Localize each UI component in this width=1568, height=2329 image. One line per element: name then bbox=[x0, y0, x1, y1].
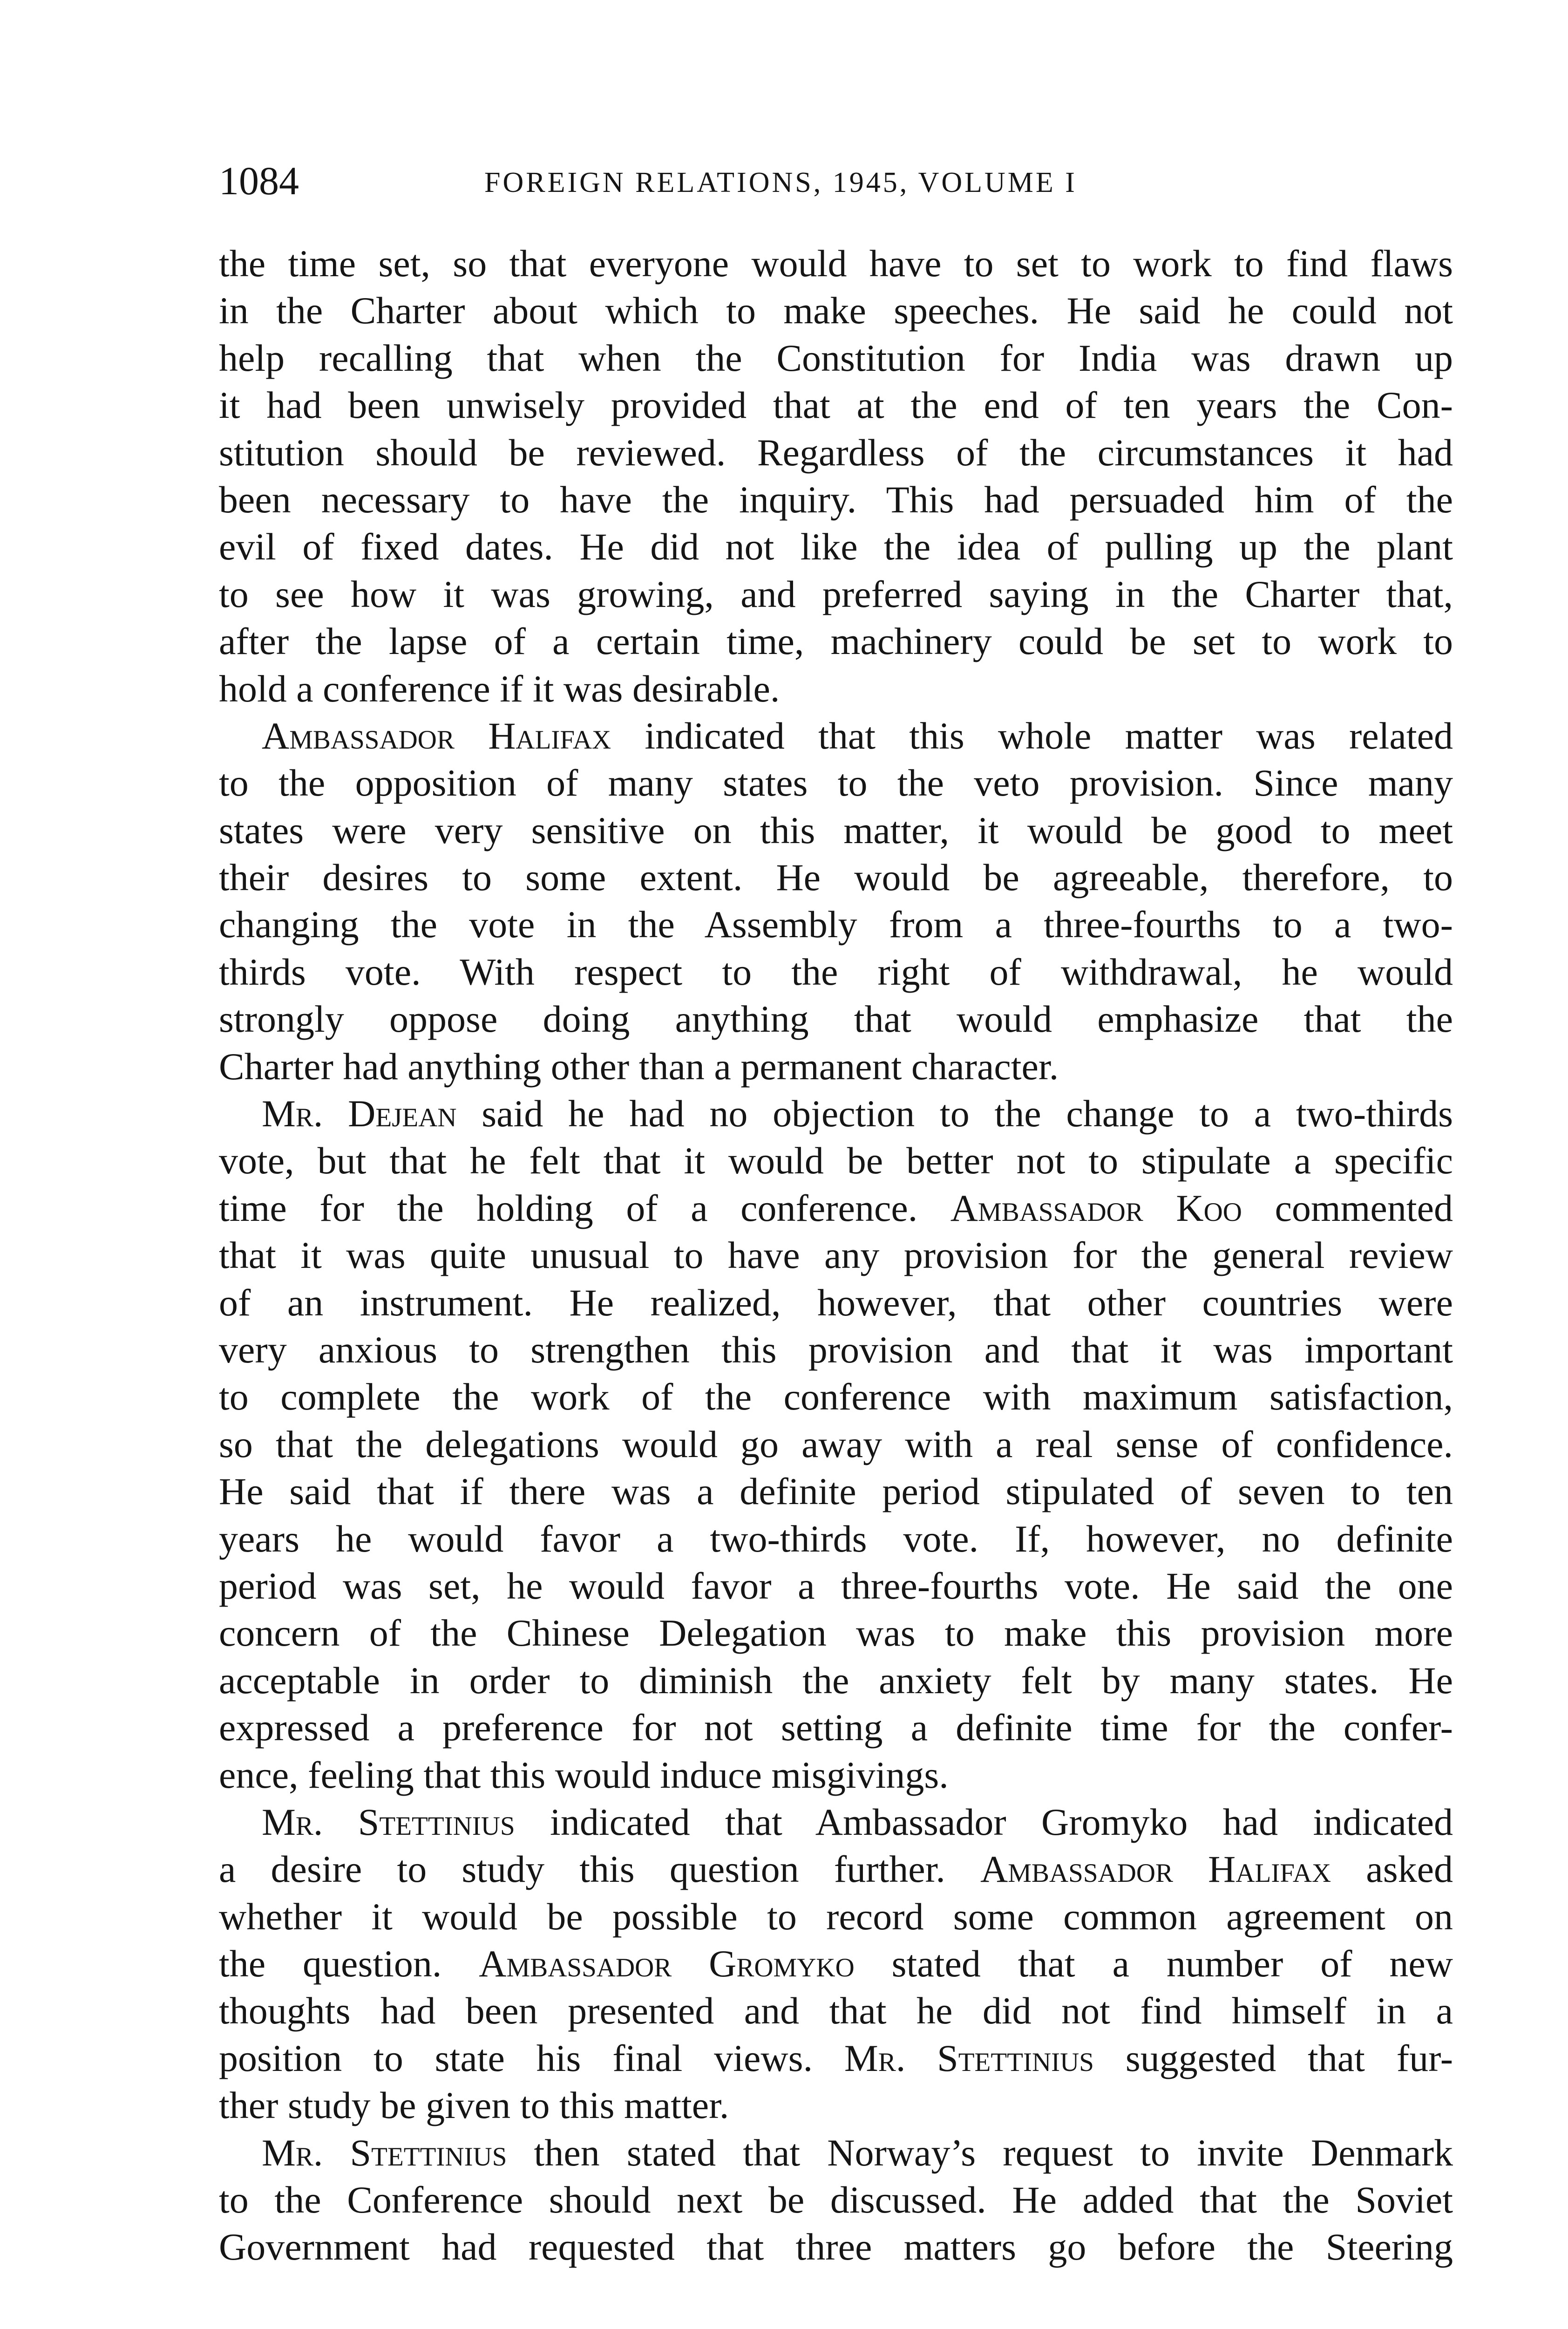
text-line: whether it would be possible to record some common agreement on bbox=[219, 1895, 1453, 1938]
text-line: years he would favor a two-thirds vote. If, however, no definite bbox=[219, 1517, 1453, 1560]
text-line bbox=[219, 2035, 1453, 2082]
text-fragment: stated that a number of new bbox=[891, 1942, 1453, 1985]
text-fragment: suggested that fur- bbox=[1125, 2036, 1453, 2079]
text-line bbox=[219, 2129, 1453, 2176]
text-line: very anxious to strengthen this provision and that it was important bbox=[219, 1328, 1453, 1371]
text-line: changing the vote in the Assembly from a three-fourths to a two- bbox=[219, 903, 1453, 946]
text-fragment: then stated that Norway’s request to invite Denmark bbox=[534, 2131, 1453, 2174]
text-fragment: said he had no objection to the change to a two-thirds bbox=[482, 1092, 1453, 1135]
text-line: that it was quite unusual to have any provision for the general review bbox=[219, 1234, 1453, 1277]
text-line: evil of fixed dates. He did not like the idea of pulling up the plant bbox=[219, 525, 1453, 568]
text-fragment: indicated that this whole matter was related bbox=[645, 714, 1453, 757]
text-line: in the Charter about which to make speeches. He said he could not bbox=[219, 289, 1453, 332]
text-line bbox=[219, 1845, 1453, 1893]
text-line: thirds vote. With respect to the right of withdrawal, he would bbox=[219, 950, 1453, 993]
speaker-name: Ambassador Halifax bbox=[980, 1848, 1331, 1891]
text-fragment: a desire to study this question further. bbox=[219, 1848, 945, 1891]
text-line: to complete the work of the conference with maximum satisfaction, bbox=[219, 1376, 1453, 1418]
text-line bbox=[219, 1798, 1453, 1845]
text-fragment: indicated that Ambassador Gromyko had indicated bbox=[550, 1800, 1453, 1843]
text-fragment: asked bbox=[1366, 1848, 1453, 1891]
text-line: to the Conference should next be discussed. He added that the Soviet bbox=[219, 2179, 1453, 2221]
page-header bbox=[219, 157, 1453, 213]
text-line: so that the delegations would go away with a real sense of confidence. bbox=[219, 1423, 1453, 1465]
text-line bbox=[219, 1090, 1453, 1137]
text-line bbox=[219, 1940, 1453, 1987]
text-line: He said that if there was a definite period stipulated of seven to ten bbox=[219, 1470, 1453, 1513]
text-line: expressed a preference for not setting a definite time for the confer- bbox=[219, 1706, 1453, 1749]
text-line: the time set, so that everyone would have to set to work to find flaws bbox=[219, 242, 1453, 285]
running-head: FOREIGN RELATIONS, 1945, VOLUME I bbox=[484, 167, 1077, 198]
page-number: 1084 bbox=[219, 158, 299, 203]
speaker-name: Mr. Stettinius bbox=[262, 1800, 515, 1843]
speaker-name: Ambassador Gromyko bbox=[479, 1942, 855, 1985]
text-line: states were very sensitive on this matter, it would be good to meet bbox=[219, 809, 1453, 851]
text-line: strongly oppose doing anything that would emphasize that the bbox=[219, 998, 1453, 1041]
text-line: ther study be given to this matter. bbox=[219, 2084, 729, 2127]
text-fragment: position to state his final views. bbox=[219, 2036, 813, 2079]
text-line: stitution should be reviewed. Regardless of the circumstances it had bbox=[219, 431, 1453, 474]
text-line: to see how it was growing, and preferred saying in the Charter that, bbox=[219, 572, 1453, 615]
speaker-name: Mr. Dejean bbox=[262, 1092, 457, 1135]
text-line: Charter had anything other than a permanent character. bbox=[219, 1045, 1059, 1088]
text-line: concern of the Chinese Delegation was to make this provision more bbox=[219, 1612, 1453, 1655]
text-line: been necessary to have the inquiry. This had persuaded him of the bbox=[219, 478, 1453, 521]
speaker-name: Mr. Stettinius bbox=[844, 2036, 1094, 2079]
text-line bbox=[219, 712, 1453, 759]
speaker-name: Mr. Stettinius bbox=[262, 2131, 507, 2174]
speaker-name: Ambassador Koo bbox=[950, 1186, 1242, 1229]
text-line: help recalling that when the Constitution for India was drawn up bbox=[219, 336, 1453, 379]
text-line: ence, feeling that this would induce misgivings. bbox=[219, 1753, 949, 1796]
text-fragment: time for the holding of a conference. bbox=[219, 1186, 918, 1229]
text-fragment: commented bbox=[1275, 1186, 1453, 1229]
text-line: period was set, he would favor a three-fourths vote. He said the one bbox=[219, 1564, 1453, 1607]
text-line: acceptable in order to diminish the anxiety felt by many states. He bbox=[219, 1659, 1453, 1702]
text-line: to the opposition of many states to the veto provision. Since many bbox=[219, 762, 1453, 804]
text-line: Government had requested that three matters go before the Steering bbox=[219, 2226, 1453, 2268]
text-line: of an instrument. He realized, however, that other countries were bbox=[219, 1281, 1453, 1324]
text-line: hold a conference if it was desirable. bbox=[219, 667, 780, 710]
text-line: after the lapse of a certain time, machinery could be set to work to bbox=[219, 620, 1453, 663]
text-line: thoughts had been presented and that he did not find himself in a bbox=[219, 1989, 1453, 2032]
text-fragment: the question. bbox=[219, 1942, 442, 1985]
text-line: vote, but that he felt that it would be better not to stipulate a specific bbox=[219, 1139, 1453, 1182]
speaker-name: Ambassador Halifax bbox=[262, 714, 611, 757]
text-line bbox=[219, 1185, 1453, 1232]
body-text bbox=[219, 240, 1453, 2271]
text-line: their desires to some extent. He would be agreeable, therefore, to bbox=[219, 856, 1453, 899]
text-line: it had been unwisely provided that at the end of ten years the Con- bbox=[219, 384, 1453, 427]
